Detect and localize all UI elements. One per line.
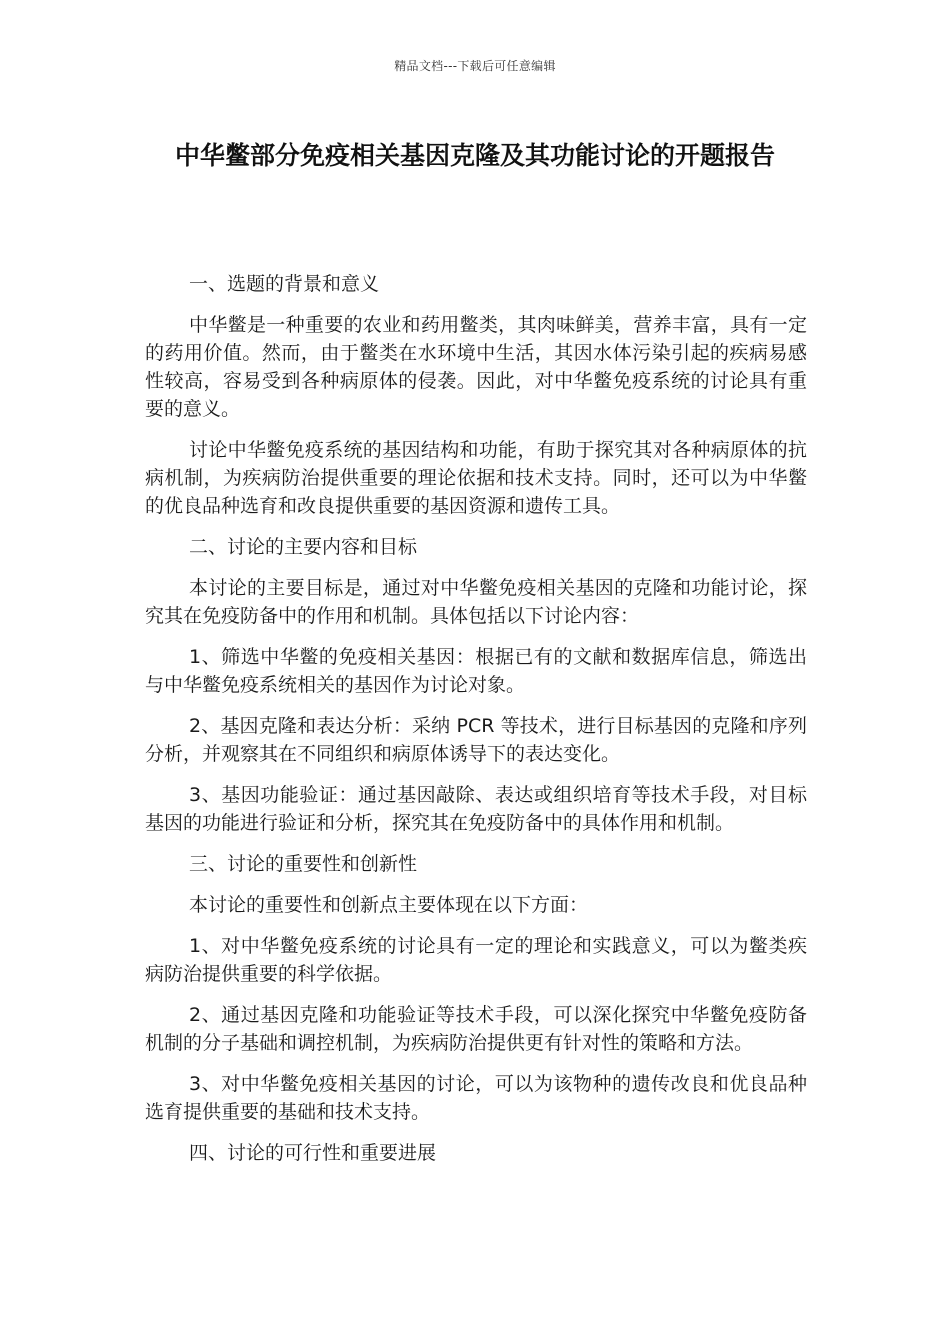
paragraph-importance-item-2: 2、通过基因克隆和功能验证等技术手段，可以深化探究中华鳖免疫防备机制的分子基础和调控机制，为疾病防治提供更有针对性的策略和方法。	[145, 1004, 807, 1054]
paragraph-importance-item-1: 1、对中华鳖免疫系统的讨论具有一定的理论和实践意义，可以为鳖类疾病防治提供重要的科学依据。	[145, 935, 807, 985]
paragraph-content-item-2: 2、基因克隆和表达分析：采纳 PCR 等技术，进行目标基因的克隆和序列分析，并观察其在不同组织和病原体诱导下的表达变化。	[145, 715, 807, 765]
document-title: 中华鳖部分免疫相关基因克隆及其功能讨论的开题报告	[174, 141, 775, 170]
paragraph-importance-item-3: 3、对中华鳖免疫相关基因的讨论，可以为该物种的遗传改良和优良品种选育提供重要的基础和技术支持。	[145, 1073, 807, 1123]
section-heading-background: 一、选题的背景和意义	[189, 273, 380, 295]
document-body	[145, 270, 807, 1180]
section-heading-content: 二、讨论的主要内容和目标	[189, 536, 418, 558]
section-heading-importance: 三、讨论的重要性和创新性	[189, 853, 418, 875]
paragraph-content-intro: 本讨论的主要目标是，通过对中华鳖免疫相关基因的克隆和功能讨论，探究其在免疫防备中的作用和机制。具体包括以下讨论内容：	[145, 577, 807, 627]
paragraph-background-1: 中华鳖是一种重要的农业和药用鳖类，其肉味鲜美，营养丰富，具有一定的药用价值。然而，由于鳖类在水环境中生活，其因水体污染引起的疾病易感性较高，容易受到各种病原体的侵袭。因此，对中华鳖免疫系统的讨论具有重要的意义。	[145, 314, 807, 420]
section-heading-feasibility: 四、讨论的可行性和重要进展	[189, 1142, 437, 1164]
page-header: 精品文档---下载后可任意编辑	[394, 59, 556, 73]
paragraph-content-item-1: 1、筛选中华鳖的免疫相关基因：根据已有的文献和数据库信息，筛选出与中华鳖免疫系统相关的基因作为讨论对象。	[145, 646, 807, 696]
paragraph-background-2: 讨论中华鳖免疫系统的基因结构和功能，有助于探究其对各种病原体的抗病机制，为疾病防治提供重要的理论依据和技术支持。同时，还可以为中华鳖的优良品种选育和改良提供重要的基因资源和遗传工具。	[145, 439, 807, 517]
paragraph-content-item-3: 3、基因功能验证：通过基因敲除、表达或组织培育等技术手段，对目标基因的功能进行验证和分析，探究其在免疫防备中的具体作用和机制。	[145, 784, 807, 834]
paragraph-importance-intro: 本讨论的重要性和创新点主要体现在以下方面：	[189, 894, 589, 916]
